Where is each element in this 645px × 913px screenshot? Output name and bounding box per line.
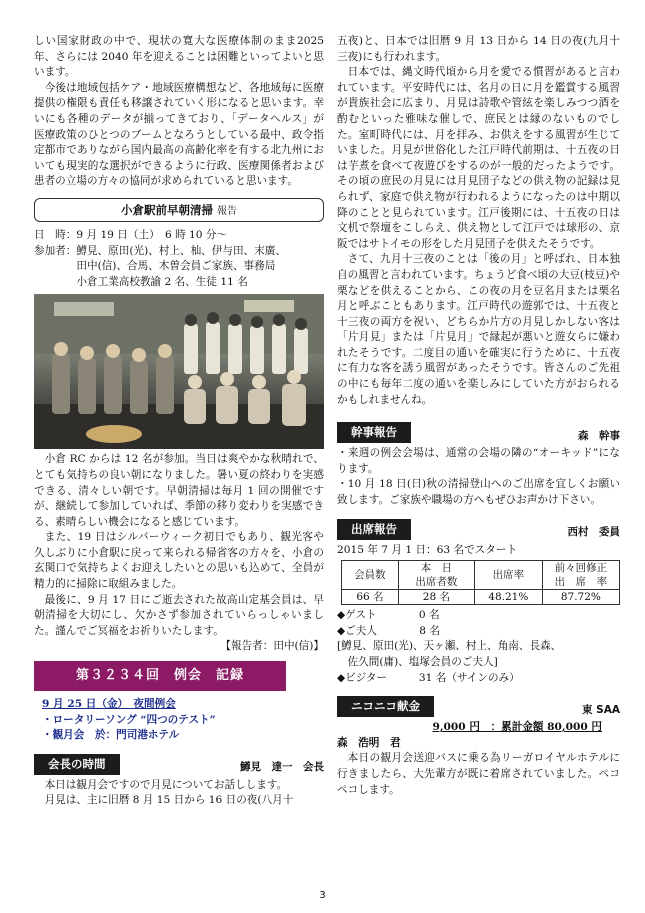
attendance-guest: ◆ゲスト 0 名 [337,609,440,622]
attendance-header-row [342,561,620,590]
kanji-heading-row [337,412,620,446]
page-number: 3 [319,890,326,901]
group-photo [34,294,324,449]
kanji-bullet-1: ・来週の例会会場は、通常の会場の隣の“オーキッド”になります。 [337,447,620,475]
attendance-header-prev-rate: 前々回修正 出 席 率 [542,561,619,590]
seisou-paragraph-3: 最後に、9 月 17 日にご逝去された故高山定基会員は、早朝清掃を大切にし、欠かさず参加されていらっしゃいました。謹んでご冥福をお祈りいたします。 [34,593,324,637]
kanji-bullet-2: ・10 月 18 日(日)秋の清掃登山へのご出席を宜しくお願い致します。ご家族や職場の方へもぜひお声かけ下さい。 [337,478,620,507]
meeting-song: ・ロータリーソング “四つのテスト” [42,713,216,726]
kanji-name: 森 幹事 [578,429,620,442]
president-paragraph-a: 本日は観月会ですので月見についてお話しします。 [44,778,288,791]
seisou-participants-3: 小倉工業高校教諭 2 名、生徒 11 名 [76,275,248,288]
president-heading: 会長の時間 [34,754,120,775]
niko-heading: ニコニコ献金 [337,696,434,717]
attendance-table [341,560,620,605]
attendance-spouse-names-2: 佐久間(庸)、塩塚会員のご夫人] [347,656,498,668]
shusseki-name: 西村 委員 [567,526,620,539]
attendance-value-prev-rate: 87.72% [542,590,619,605]
kanji-heading: 幹事報告 [337,422,411,443]
attendance-header-present: 本 日 出席者数 [398,561,474,590]
attendance-spouse-names-1: [鱒見、原田(光)、天ヶ瀬、村上、角南、長森、 [337,640,562,653]
seisou-paragraph-1: 小倉 RC からは 12 名が参加。当日は爽やかな秋晴れで、とても気持ちの良い朝になりました。暑い夏の終わりを実感できる、清々しい朝です。早朝清掃は毎月 1 回の開催ですが、継続して参加していれば、季節の移り変わりを実感できる、素晴らしい機会になると感じています。 [34,453,324,528]
seisou-title-box [34,198,324,222]
shusseki-start: 2015 年 7 月 1 日：63 名でスタート [337,543,518,556]
shusseki-heading: 出席報告 [337,519,411,540]
intro-paragraph-2: 今後は地域包括ケア・地域医療構想など、各地域毎に医療提供の権限も責任も移譲されていく形になると思います。幸いにも各種のデータが揃ってきており、「データヘルス」が医療政策のひとつのブームとなろうとしている最中、政令指定都市でありながら国内最高の高齢化率を有する北九州においても現実的な選択ができるように行政、医療関係者および患者の立場の方々の協同が求められていると思います。 [34,81,324,188]
group-photo-image [34,294,324,449]
seisou-participants-1: 参加者：鱒見、原田(光)、村上、杣、伊与田、末廣、 [34,244,286,257]
attendance-value-rate: 48.21% [474,590,542,605]
president-name: 鱒見 達一 会長 [240,761,324,774]
seisou-reporter: 【報告者：田中(信)】 [220,640,324,653]
right-column [337,34,620,798]
niko-donor: 森 浩明 君 [337,736,401,749]
niko-message: 本日の観月会送迎バスに乗る為リーガロイヤルホテルに行きましたら、大先輩方が既に着席されていました。ペコペコします。 [337,752,620,796]
seisou-title: 小倉駅前早朝清掃 [121,202,213,217]
president-heading-row [34,744,324,778]
president-paragraph-b: 月見は、主に旧暦 8 月 15 日から 16 日の夜(八月十 [44,794,294,807]
shusseki-heading-row [337,509,620,543]
seisou-paragraph-2: また、19 日はシルバーウィーク初日でもあり、観光客や久しぶりに小倉駅に戻って来られる帰省客の方々を、小倉の玄関口で気持ちよくお迎えしたいとの思いも込めて、全員が精力的に掃除に取組みました。 [34,531,324,591]
moon-paragraph-1: 五夜)と、日本では旧暦 9 月 13 日から 14 日の夜(九月十三夜)にも行われます。 [337,35,620,63]
attendance-visitor: ◆ビジター 31 名（サインのみ） [337,671,520,684]
left-column [34,34,324,809]
seisou-title-suffix: 報告 [217,205,237,217]
attendance-value-members: 66 名 [342,590,399,605]
meeting-event: ・観月会 於：門司港ホテル [42,729,180,742]
meeting-record-banner: 第３２３４回 例会 記録 [34,661,286,691]
attendance-header-rate: 出席率 [474,561,542,590]
moon-paragraph-3: さて、九月十三夜のことは「後の月」と呼ばれ、日本独自の風習と言われています。ちょうど食べ頃の大豆(枝豆)や栗などを供えることから、この夜の月を豆名月または栗名月と呼ぶこともあります。江戸時代の遊郭では、十五夜と十三夜の両方を祝い、どちらか片方の月見しかしない客は「片月見」または「片見月」で縁起が悪いと遊女らに嫌われたそうです。二度目の通いを確実に行うために、十五夜に有力な客を誘う風習があったそうです。皆さんのご先祖の中にも毎年二度の通いを楽しみにしていた方がおられるかもしれませんね。 [337,253,620,406]
meeting-date: 9 月 25 日（金） 夜間例会 [42,698,176,711]
niko-amount: 9,000 円 ：累計金額 80,000 円 [432,721,602,734]
niko-name: 東 SAA [582,703,620,716]
attendance-spouse: ◆ご夫人 8 名 [337,624,441,637]
seisou-participants-2: 田中(信)、合馬、木曽会員ご家族、事務局 [76,260,276,273]
attendance-header-members: 会員数 [342,561,399,590]
seisou-date: 日 時：9 月 19 日（土） 6 時 10 分～ [34,228,228,241]
attendance-value-present: 28 名 [398,590,474,605]
moon-paragraph-2: 日本では、縄文時代頃から月を愛でる慣習があると言われています。平安時代には、名月の日に月を鑑賞する風習が貴族社会に広まり、月見は詩歌や管絃を楽しみつつ酒を酌むといった雅味な催しで、庶民とは縁のないものでした。室町時代には、月を拝み、お供えをする風習が生じていました。月見が世俗化した江戸時代前期は、十五夜の日は芋煮を食べて夜遊びをするのが一般的だったようです。その頃の庶民の月見には月見団子などの供え物の記録は見られず、家庭で供え物が行われるようになったのは中期以降のことと見られています。江戸後期には、十五夜の日は文机で祭壇をこしらえ、供え物として江戸では球形の、京阪ではサトイモの形をした月見団子を供えたそうです。 [337,66,620,250]
attendance-value-row [342,590,620,605]
intro-paragraph-1: しい国家財政の中で、現状の寛大な医療体制のまま2025 年、さらには 2040 年を迎えることは困難といってよいと思います。 [34,35,324,79]
niko-heading-row [337,686,620,720]
